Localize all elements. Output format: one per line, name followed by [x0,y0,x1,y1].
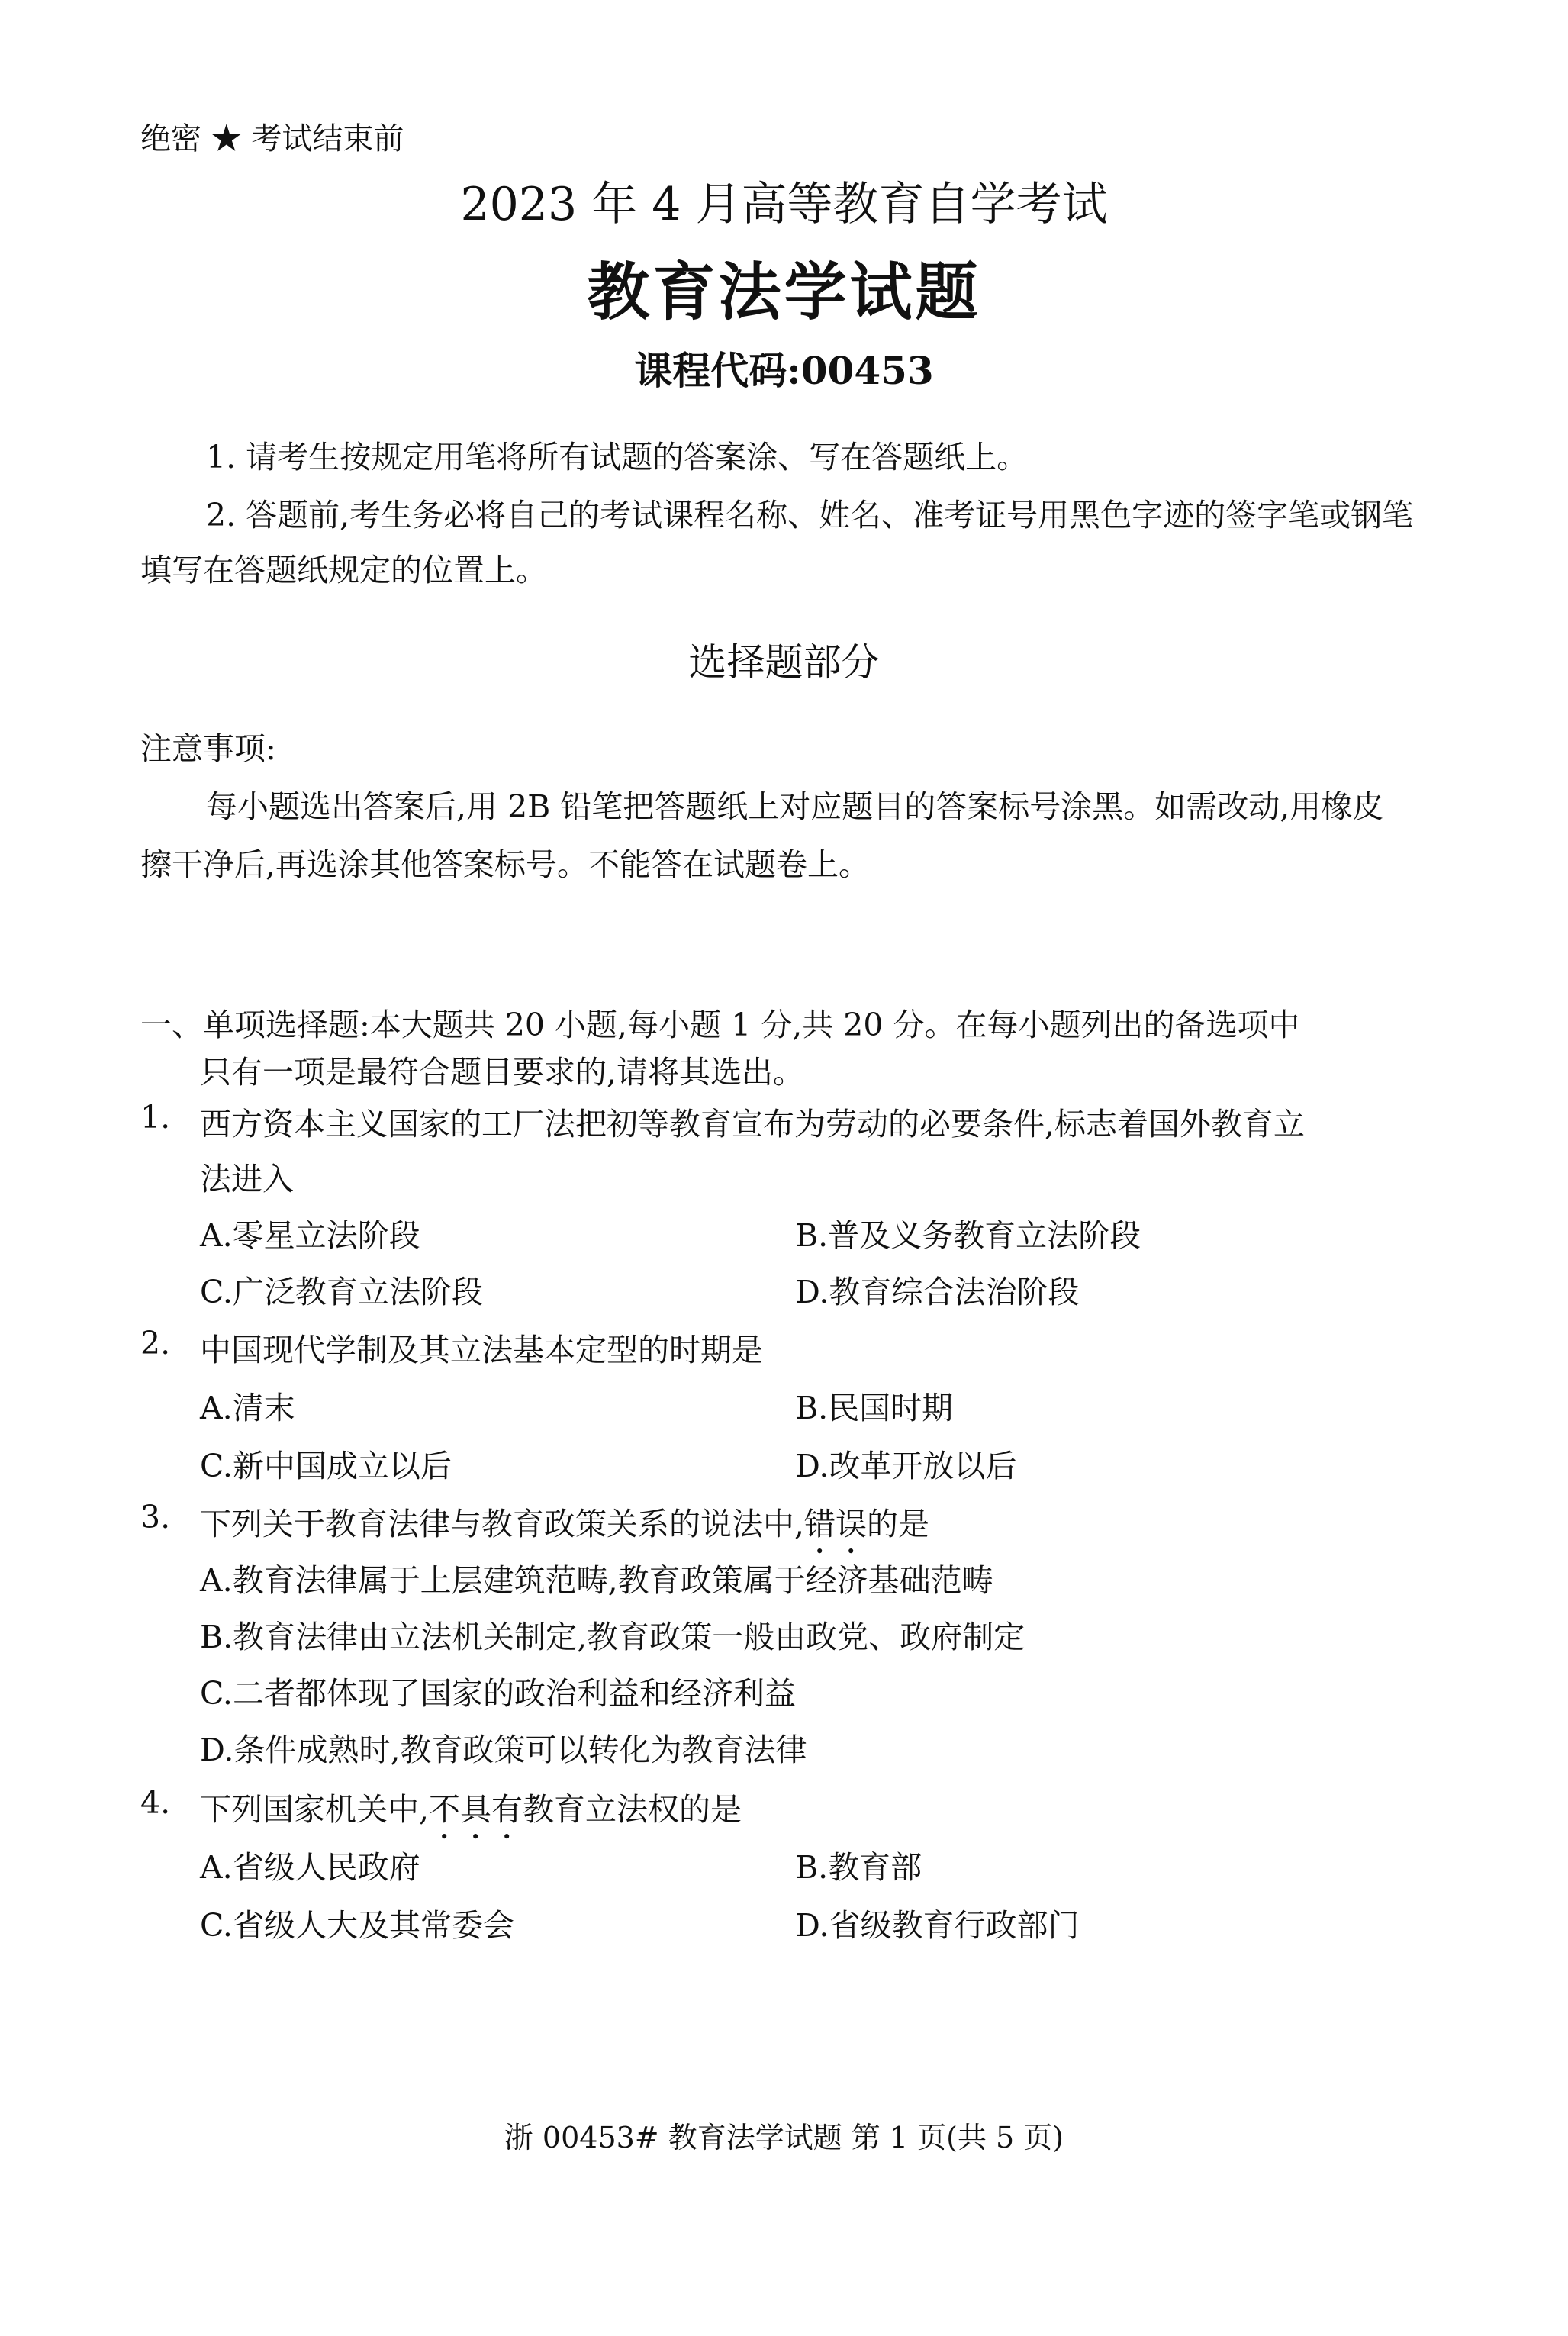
page-footer: 浙 00453# 教育法学试题 第 1 页(共 5 页) [504,2121,1064,2154]
part1-heading-line2: 只有一项是最符合题目要求的,请将其选出。 [200,1054,805,1091]
option-c: C.广泛教育立法阶段 [200,1274,483,1310]
option-a: A.零星立法阶段 [200,1217,420,1254]
question-number: 2. [140,1325,171,1361]
option-c: C.二者都体现了国家的政治利益和经济利益 [200,1675,796,1712]
course-code: 课程代码:00453 [634,348,934,393]
option-a: A.教育法律属于上层建筑范畴,教育政策属于经济基础范畴 [200,1562,993,1599]
notice-label: 注意事项: [140,730,276,767]
stem-text: 教育立法权的是 [523,1791,742,1828]
part1-heading-line1: 一、单项选择题:本大题共 20 小题,每小题 1 分,共 20 分。在每小题列出的备选项中 [140,1007,1300,1043]
option-d: D.改革开放以后 [795,1448,1017,1484]
option-b: B.教育法律由立法机关制定,教育政策一般由政党、政府制定 [200,1619,1025,1655]
option-c: C.新中国成立以后 [200,1448,452,1484]
instruction-2-line1: 2. 答题前,考生务必将自己的考试课程名称、姓名、准考证号用黑色字迹的签字笔或钢笔 [206,497,1414,533]
question-stem-cont: 法进入 [200,1161,294,1197]
instruction-1: 1. 请考生按规定用笔将所有试题的答案涂、写在答题纸上。 [206,439,1029,475]
stem-text: 的是 [867,1506,930,1542]
subject-title: 教育法学试题 [587,256,981,329]
option-d: D.条件成熟时,教育政策可以转化为教育法律 [200,1732,807,1768]
stem-text: 下列关于教育法律与教育政策关系的说法中, [200,1506,805,1542]
option-d: D.教育综合法治阶段 [795,1274,1080,1310]
option-c: C.省级人大及其常委会 [200,1907,514,1944]
confidential-label: 绝密 ★ 考试结束前 [140,121,404,156]
question-stem [200,1499,929,1561]
stem-text: 下列国家机关中, [200,1791,430,1828]
notice-line1: 每小题选出答案后,用 2B 铅笔把答题纸上对应题目的答案标号涂黑。如需改动,用橡皮 [206,788,1384,825]
option-a: A.省级人民政府 [200,1849,420,1886]
question-number: 1. [140,1099,171,1136]
option-a: A.清末 [200,1390,295,1426]
question-stem [200,1784,742,1846]
question-stem: 西方资本主义国家的工厂法把初等教育宣布为劳动的必要条件,标志着国外教育立 [200,1106,1306,1142]
exam-title: 2023 年 4 月高等教育自学考试 [460,178,1108,231]
option-b: B.民国时期 [795,1390,954,1426]
option-b: B.教育部 [795,1849,922,1886]
instruction-2-line2: 填写在答题纸规定的位置上。 [140,552,547,588]
notice-line2: 擦干净后,再选涂其他答案标号。不能答在试题卷上。 [140,846,871,883]
emphasized-word: 错误 [804,1506,868,1542]
emphasized-word: 不具有 [429,1791,523,1828]
question-number: 3. [140,1499,171,1535]
question-number: 4. [140,1784,171,1821]
option-b: B.普及义务教育立法阶段 [795,1217,1141,1254]
section-title: 选择题部分 [688,640,880,685]
question-stem: 中国现代学制及其立法基本定型的时期是 [200,1332,763,1368]
option-d: D.省级教育行政部门 [795,1907,1080,1944]
